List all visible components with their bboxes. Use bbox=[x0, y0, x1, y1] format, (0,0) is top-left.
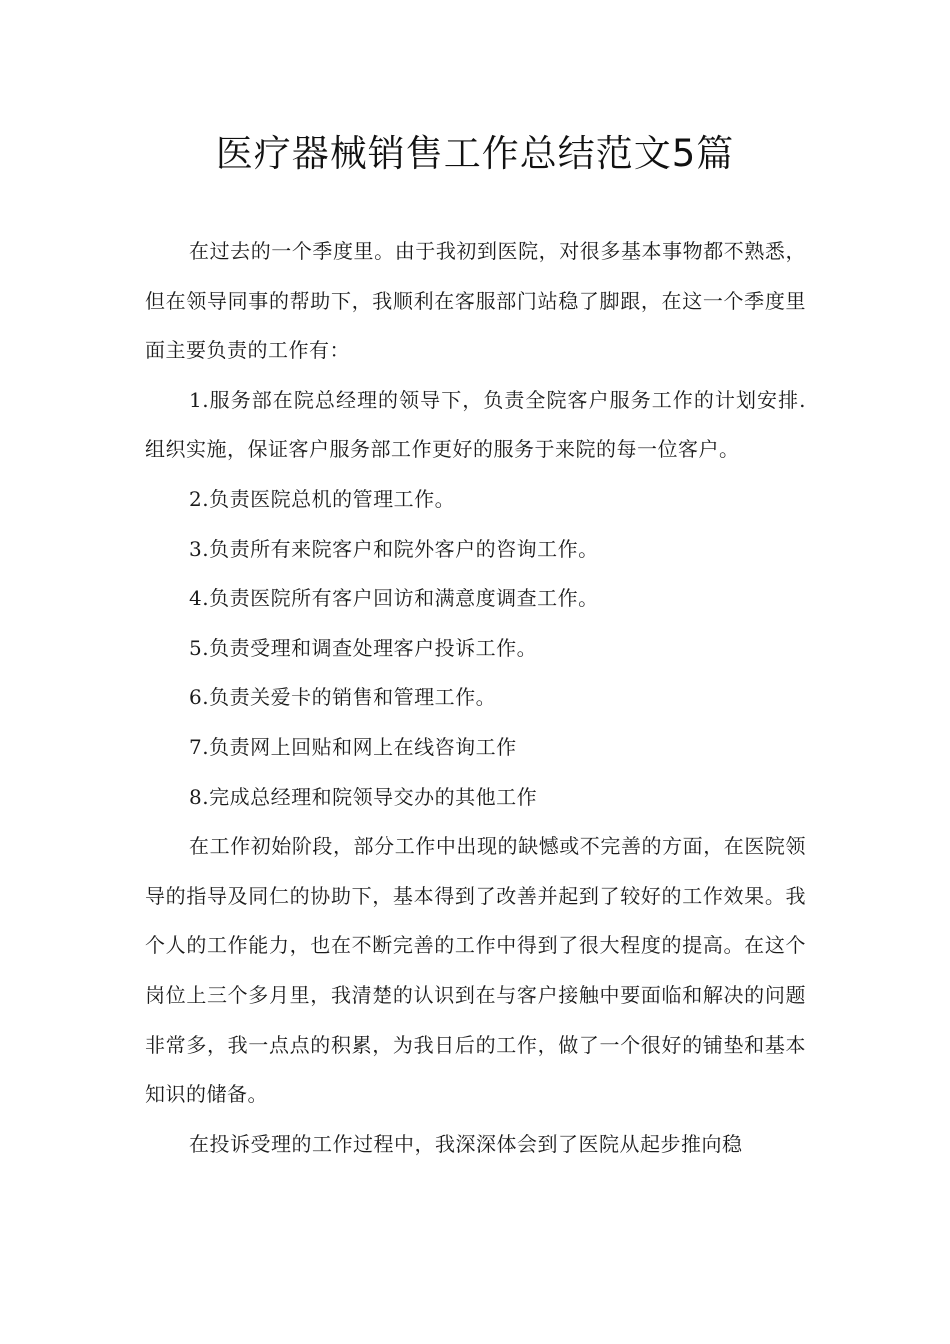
list-item: 4.负责医院所有客户回访和满意度调查工作。 bbox=[189, 586, 599, 611]
paragraph-body: 在工作初始阶段，部分工作中出现的缺憾或不完善的方面，在医院领导的指导及同仁的协助下，基本得到了改善并起到了较好的工作效果。我个人的工作能力，也在不断完善的工作中得到了很大程度的提高。在这个岗位上三个多月里，我清楚的认识到在与客户接触中要面临和解决的问题非常多，我一点点的积累，为我日后的工作，做了一个很好的铺垫和基本知识的储备。 bbox=[145, 834, 806, 1107]
document-title: 医疗器械销售工作总结范文5篇 bbox=[215, 132, 735, 175]
paragraph-body: 在投诉受理的工作过程中，我深深体会到了医院从起步推向稳 bbox=[189, 1131, 743, 1156]
list-item: 6.负责关爱卡的销售和管理工作。 bbox=[189, 685, 497, 710]
list-item: 8.完成总经理和院领导交办的其他工作 bbox=[189, 784, 538, 809]
paragraph-intro: 在过去的一个季度里。由于我初到医院，对很多基本事物都不熟悉，但在领导同事的帮助下，我顺利在客服部门站稳了脚跟，在这一个季度里面主要负责的工作有： bbox=[145, 239, 806, 363]
list-item: 2.负责医院总机的管理工作。 bbox=[189, 486, 456, 511]
list-item: 1.服务部在院总经理的领导下，负责全院客户服务工作的计划安排.组织实施，保证客户服务部工作更好的服务于来院的每一位客户。 bbox=[145, 387, 806, 462]
list-item: 7.负责网上回贴和网上在线咨询工作 bbox=[189, 734, 517, 759]
document-body bbox=[145, 227, 806, 1169]
list-item: 3.负责所有来院客户和院外客户的咨询工作。 bbox=[189, 536, 599, 561]
list-item: 5.负责受理和调查处理客户投诉工作。 bbox=[189, 635, 538, 660]
